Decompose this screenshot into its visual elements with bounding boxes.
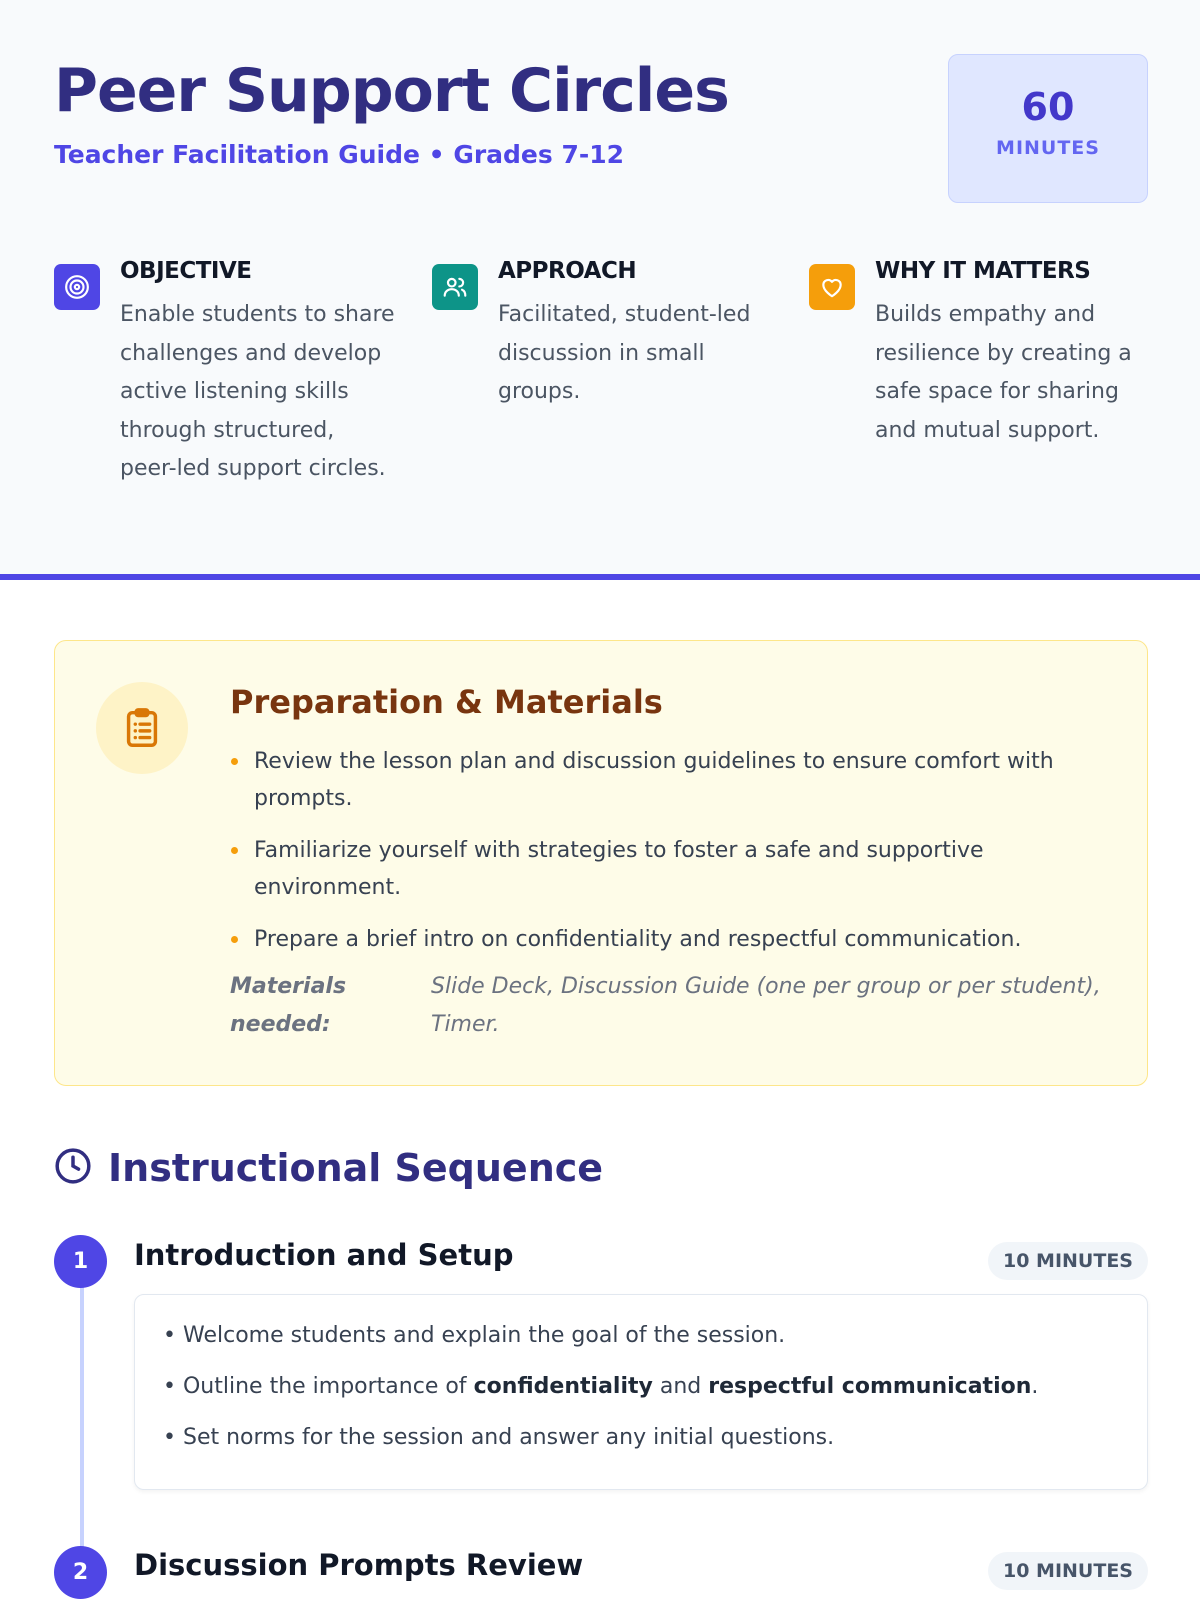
- step-card: [134, 1294, 1148, 1490]
- list-item: [163, 1370, 1147, 1404]
- heart-icon: [809, 264, 855, 310]
- info-text: Enable students to share challenges and develop active listening skills through structured, peer-led support circles.: [120, 302, 395, 481]
- page-subtitle: Teacher Facilitation Guide • Grades 7-12: [54, 140, 625, 169]
- users-icon: [432, 264, 478, 310]
- preparation-card: [54, 640, 1148, 1086]
- emphasis-text: respectful communication: [708, 1374, 1032, 1399]
- bullet: •: [163, 1425, 176, 1450]
- page-title: Peer Support Circles: [54, 56, 729, 126]
- sequence-heading: [54, 1140, 603, 1196]
- info-heading: WHY IT MATTERS: [875, 258, 1091, 284]
- list-item-text: Set norms for the session and answer any initial questions.: [182, 1425, 835, 1450]
- emphasis-text: confidentiality: [473, 1374, 653, 1399]
- step-duration-badge: 10 MINUTES: [988, 1242, 1148, 1280]
- list-item-text: .: [1031, 1374, 1039, 1399]
- list-item-text: Welcome students and explain the goal of the session.: [182, 1323, 786, 1348]
- duration-value: 60: [1021, 85, 1075, 129]
- list-item: [163, 1319, 1147, 1353]
- step-title: Discussion Prompts Review: [134, 1548, 584, 1582]
- list-item: Familiarize yourself with strategies to foster a safe and supportive environment.: [230, 832, 1110, 906]
- info-text: Builds empathy and resilience by creating a safe space for sharing and mutual support.: [875, 302, 1132, 443]
- preparation-title: Preparation & Materials: [230, 683, 663, 721]
- step-list: [135, 1295, 1147, 1455]
- list-item: [163, 1421, 1147, 1455]
- info-heading: APPROACH: [498, 258, 637, 284]
- info-heading: OBJECTIVE: [120, 258, 252, 284]
- clock-icon: [54, 1147, 92, 1189]
- bullet: •: [163, 1323, 176, 1348]
- bullet: •: [163, 1374, 176, 1399]
- sequence-title: Instructional Sequence: [108, 1146, 604, 1190]
- materials-value: Slide Deck, Discussion Guide (one per group or per student), Timer.: [431, 974, 1101, 1037]
- page-header: [0, 0, 1200, 580]
- list-item-text: Outline the importance of: [182, 1374, 474, 1399]
- step-number: 1: [54, 1235, 107, 1288]
- target-icon: [54, 264, 100, 310]
- list-item-text: and: [652, 1374, 709, 1399]
- duration-unit: MINUTES: [996, 137, 1100, 159]
- clipboard-icon: [96, 682, 188, 774]
- step-title: Introduction and Setup: [134, 1238, 514, 1272]
- duration-badge: [948, 54, 1148, 203]
- preparation-list: [230, 743, 1110, 973]
- info-text: Facilitated, student-led discussion in small groups.: [498, 302, 751, 404]
- timeline-line: [80, 1264, 84, 1554]
- list-item: Review the lesson plan and discussion guidelines to ensure comfort with prompts.: [230, 743, 1110, 817]
- step-number: 2: [54, 1546, 107, 1599]
- list-item: Prepare a brief intro on confidentiality and respectful communication.: [230, 921, 1110, 958]
- step-duration-badge: 10 MINUTES: [988, 1552, 1148, 1590]
- materials-label: Materials needed:: [230, 974, 347, 1037]
